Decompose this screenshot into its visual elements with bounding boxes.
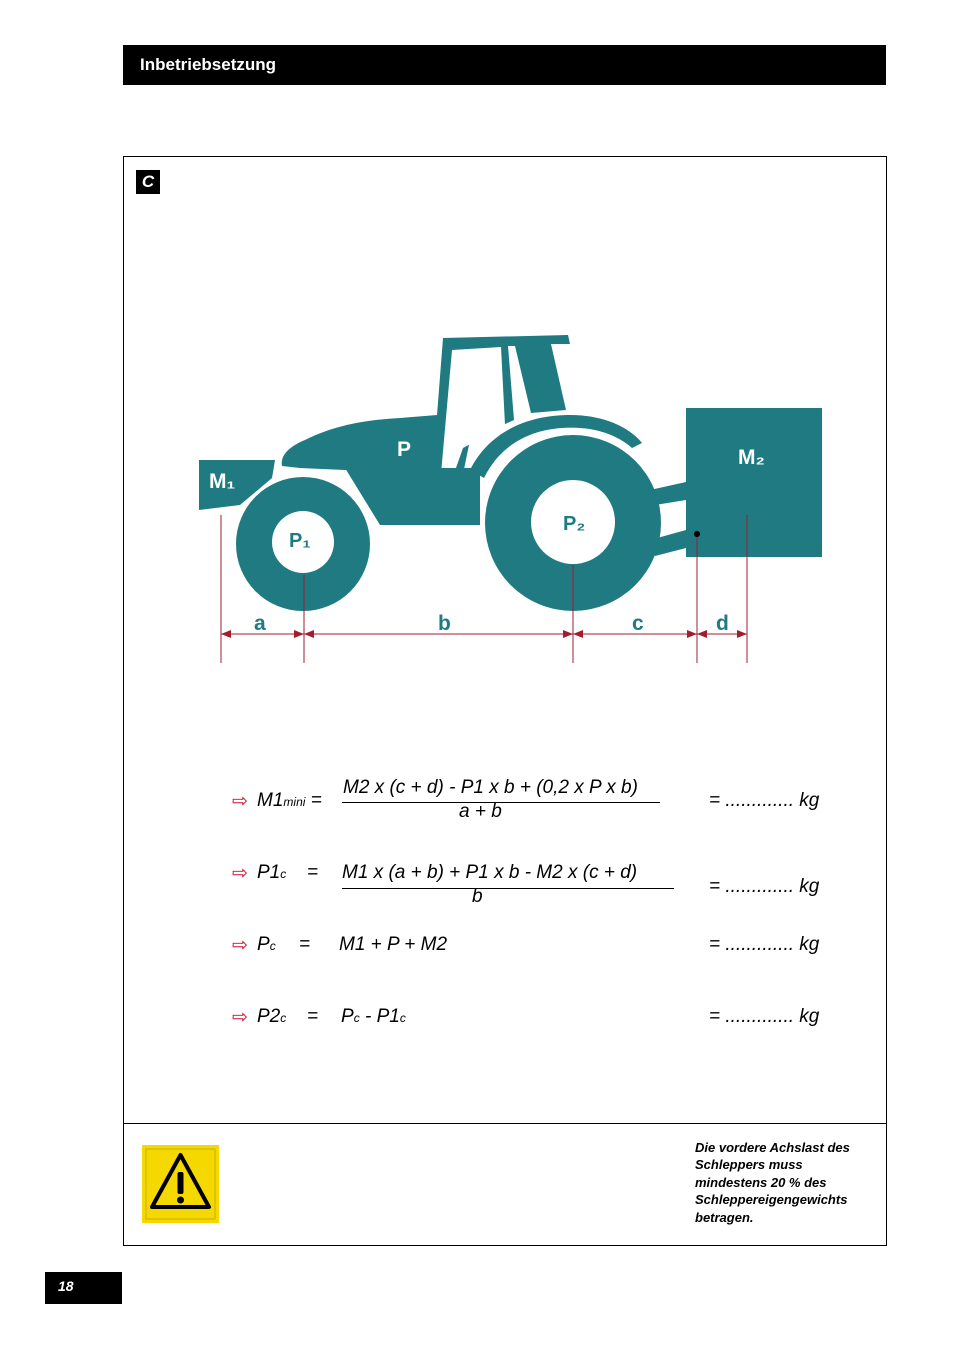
- arrow-icon: ⇨: [232, 791, 248, 812]
- formula-2-numerator: M1 x (a + b) + P1 x b - M2 x (c + d): [342, 862, 638, 883]
- arrow-icon: ⇨: [232, 935, 248, 956]
- page-number: 18: [45, 1272, 122, 1304]
- formula-1-result: = ............. kg: [709, 790, 820, 811]
- tractor-hood: [282, 415, 437, 470]
- label-p1: P₁: [289, 530, 311, 552]
- formula-2-eq: =: [307, 862, 319, 883]
- label-m1: M₁: [209, 470, 236, 493]
- formula-3-lhs: Pc: [257, 934, 276, 955]
- formula-1-numerator: M2 x (c + d) - P1 x b + (0,2 x P x b): [343, 777, 638, 798]
- formula-1-lhs: M1mini =: [257, 790, 322, 811]
- formula-2-lhs: P1c: [257, 862, 287, 883]
- label-d: d: [716, 612, 729, 635]
- formula-4-expression: Pc - P1c: [341, 1006, 406, 1027]
- formula-2-fraction-line: [342, 888, 674, 889]
- formula-4-lhs: P2c: [257, 1006, 287, 1027]
- label-b: b: [438, 612, 451, 635]
- warning-note: Die vordere Achslast des Schleppers muss mindestens 20 % des Schleppereigengewichts betragen.: [695, 1140, 850, 1225]
- figure-label: C: [136, 170, 160, 194]
- label-m2: M₂: [738, 446, 765, 469]
- formula-3-expression: M1 + P + M2: [339, 934, 448, 955]
- label-p2: P₂: [563, 513, 586, 535]
- label-c: c: [632, 612, 644, 635]
- formula-2-result: = ............. kg: [709, 876, 820, 897]
- label-a: a: [254, 612, 266, 635]
- arrow-icon: ⇨: [232, 863, 248, 884]
- formula-1-denominator: a + b: [459, 801, 502, 822]
- formula-2-denominator: b: [472, 886, 483, 907]
- formula-3-eq: =: [299, 934, 311, 955]
- rear-weight-shape: [686, 408, 822, 557]
- tractor-chassis: [345, 468, 480, 525]
- hitch-point: [694, 531, 700, 537]
- formula-4-result: = ............. kg: [709, 1006, 820, 1027]
- formula-3-result: = ............. kg: [709, 934, 820, 955]
- arrow-icon: ⇨: [232, 1007, 248, 1028]
- formula-4-eq: =: [307, 1006, 319, 1027]
- section-header: Inbetriebsetzung: [123, 45, 886, 85]
- warning-triangle-icon: [142, 1145, 219, 1223]
- label-p: P: [397, 438, 412, 461]
